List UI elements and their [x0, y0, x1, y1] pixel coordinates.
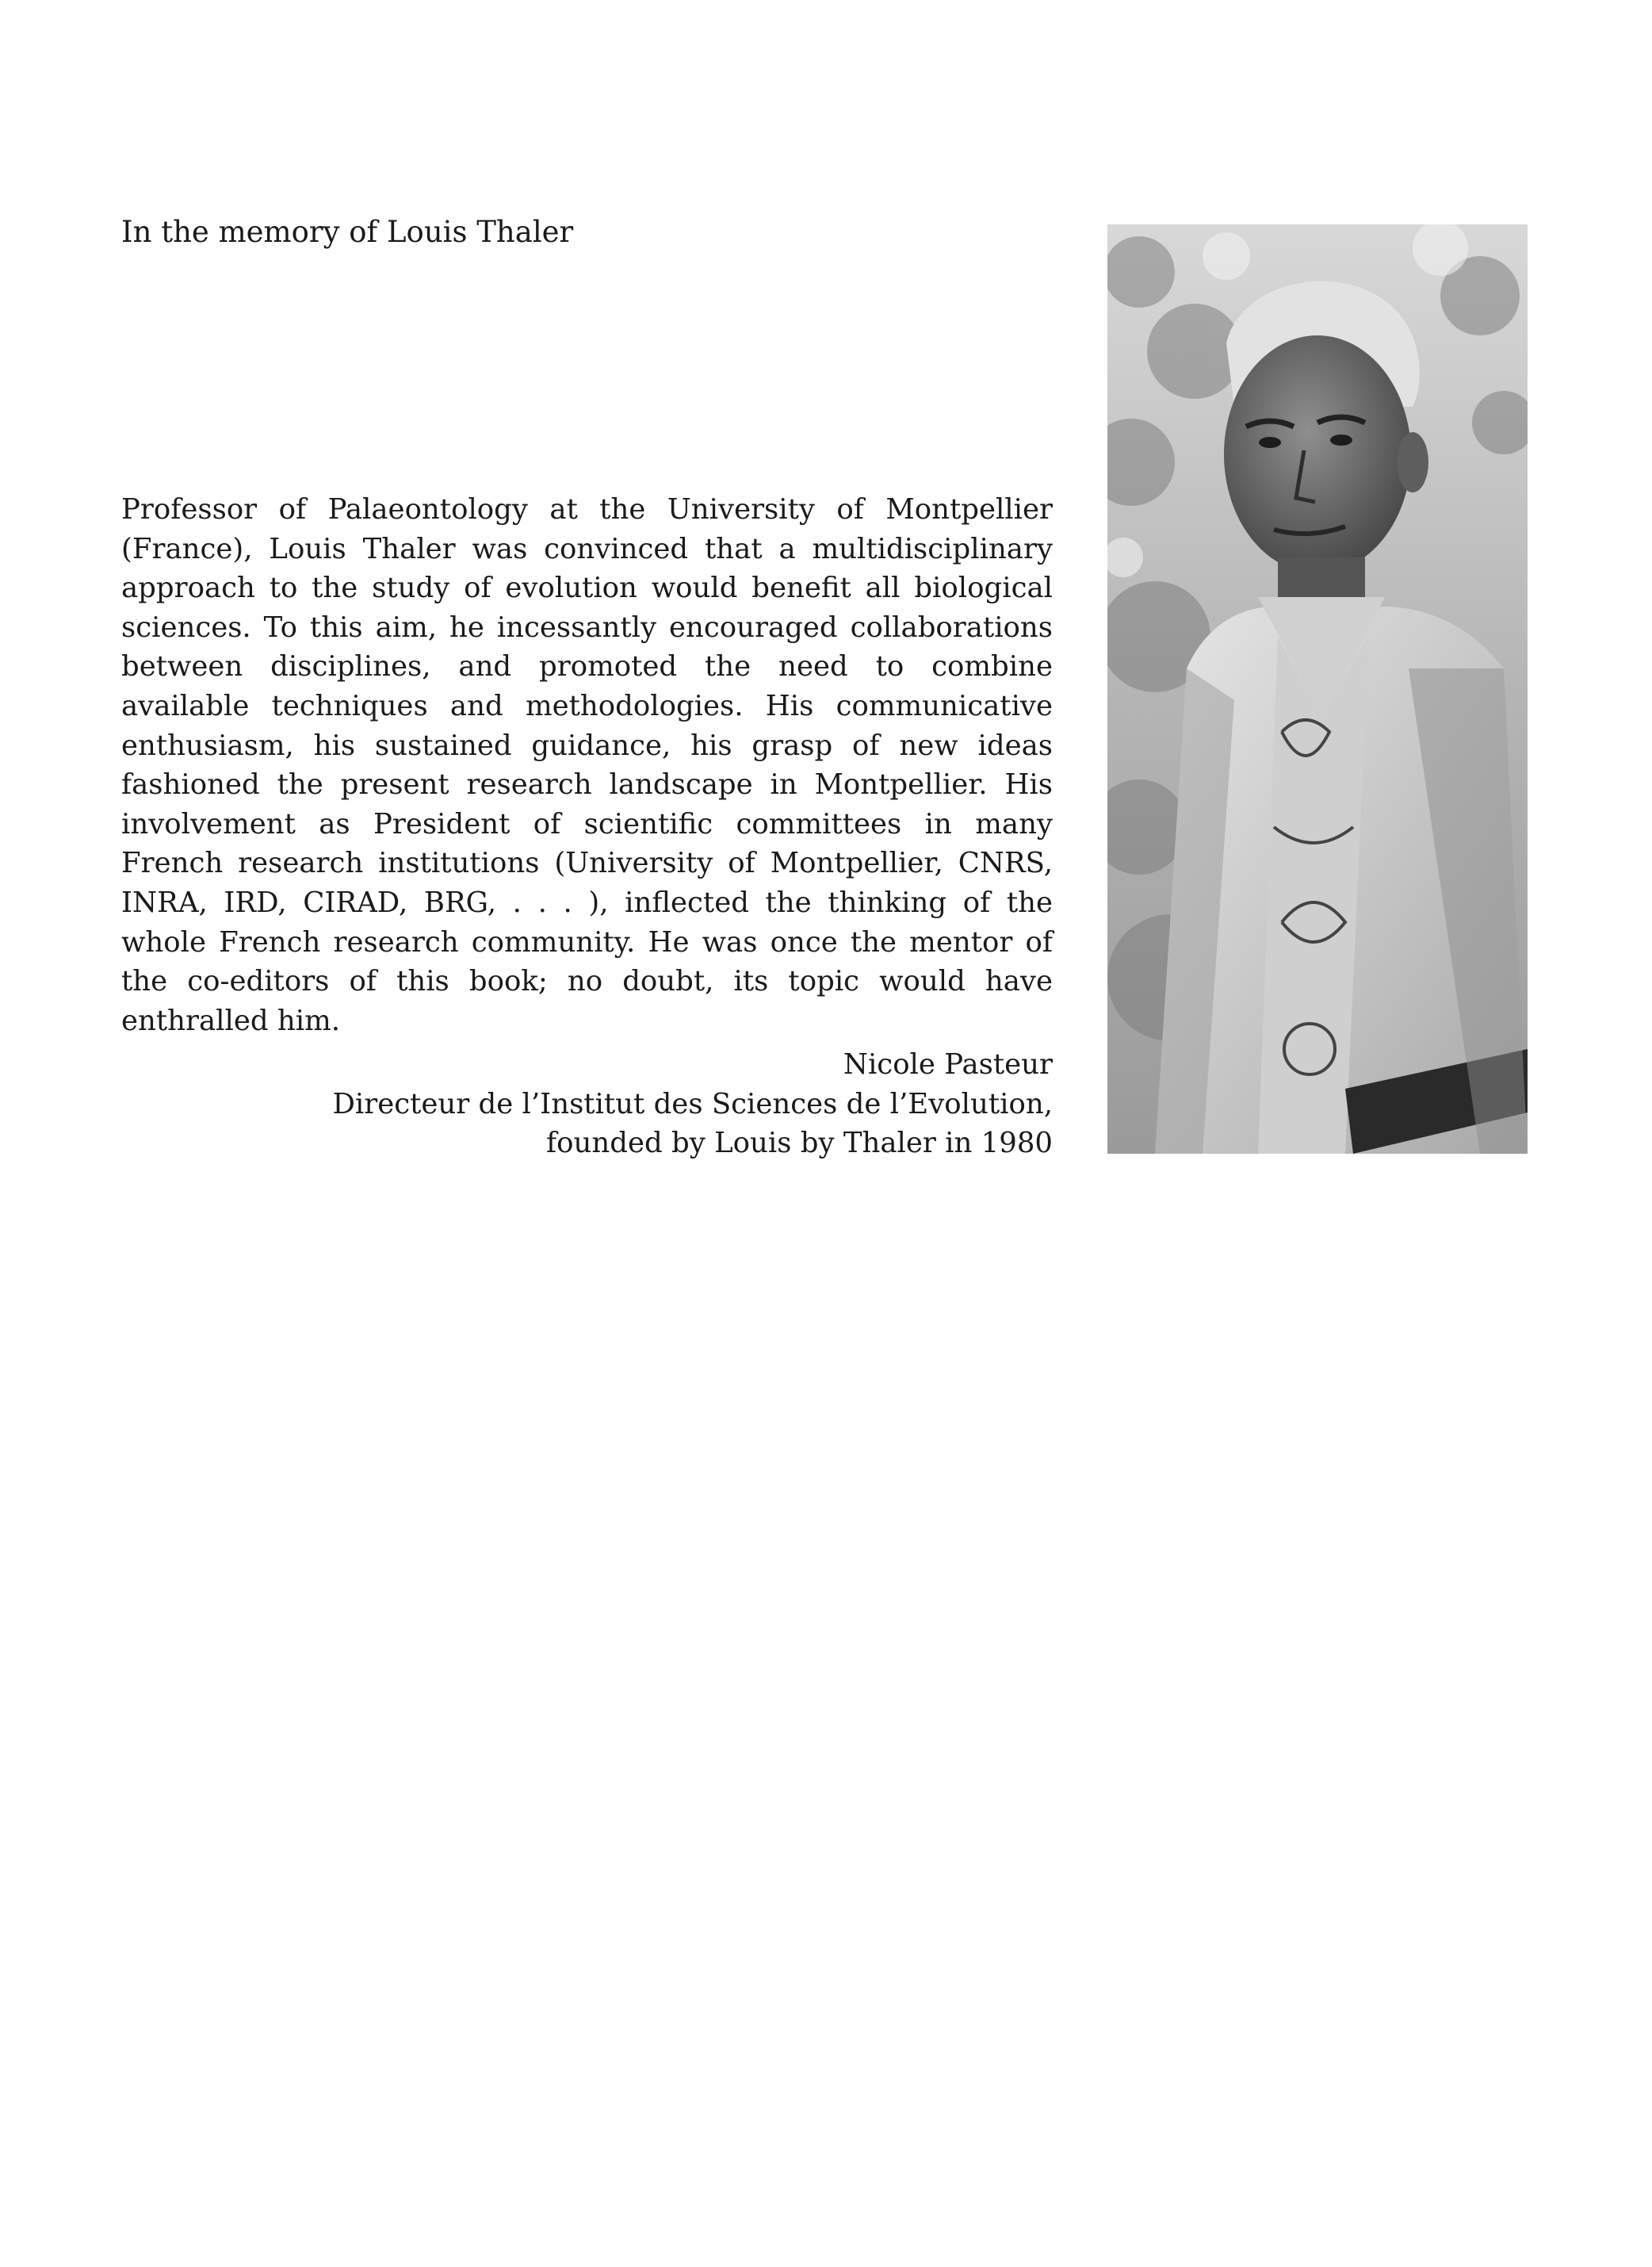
portrait-photo [1107, 224, 1528, 1154]
dedication-title: In the memory of Louis Thaler [121, 215, 574, 249]
body-paragraph: Professor of Palaeontology at the University of Montpellier (France), Louis Thaler was convinced that a multidisciplinary approach to the study of evolution would benefit all biological sciences. To this aim, he incessantly encouraged collaborations between disciplines, and promoted the need to combine available techniques and methodologies. His communicative enthusiasm, his sustained guidance, his grasp of new ideas fashioned the present research landscape in Montpellier. His involvement as President of scientific committees in many French research institutions (University of Montpellier, CNRS, INRA, IRD, CIRAD, BRG, . . . ), inflected the thinking of the whole French research community. He was once the mentor of the co-editors of this book; no doubt, its topic would have enthralled him. [121, 493, 1053, 1037]
signature-block [238, 1045, 1053, 1163]
signature-name: Nicole Pasteur [843, 1048, 1053, 1081]
portrait-image [1107, 224, 1528, 1154]
signature-title: Directeur de l’Institut des Sciences de l’Evolution, [332, 1087, 1053, 1120]
signature-founded: founded by Louis by Thaler in 1980 [546, 1127, 1053, 1160]
